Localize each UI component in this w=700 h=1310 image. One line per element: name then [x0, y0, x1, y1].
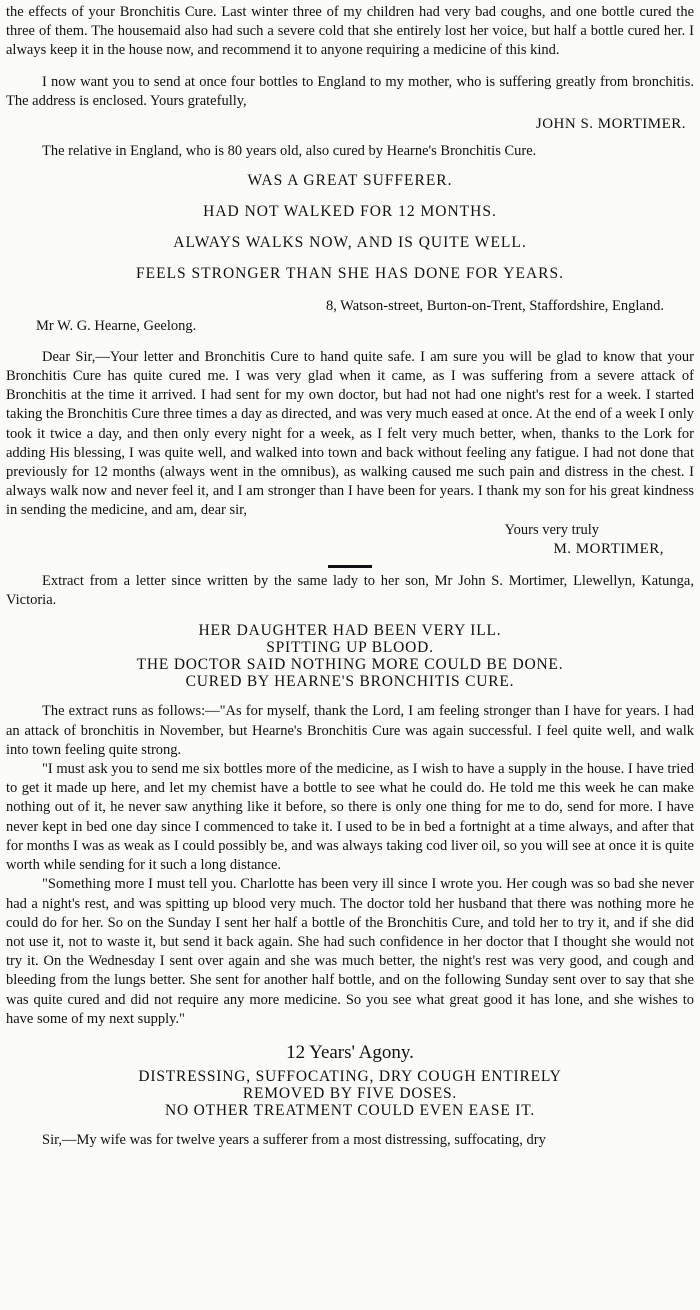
extract-runs-paragraph: The extract runs as follows:—"As for myself, thank the Lord, I am feeling stronger than I have for years. I had an attack of bronchitis in November, but Hearne's Bronchitis Cure was again successful. I feel quite well, and walk into town feeling quite strong.: [6, 703, 694, 758]
headline: DISTRESSING, SUFFOCATING, DRY COUGH ENTIRELY: [138, 1068, 562, 1086]
headline-group-3: [6, 1068, 694, 1119]
twelve-years-heading: 12 Years' Agony.: [286, 1041, 414, 1063]
sender-address: 8, Watson-street, Burton-on-Trent, Staffordshire, England.: [325, 298, 664, 315]
headline: NO OTHER TREATMENT COULD EVEN EASE IT.: [164, 1102, 536, 1120]
headline: WAS A GREAT SUFFERER.: [247, 172, 453, 190]
addressee: Mr W. G. Hearne, Geelong.: [36, 317, 197, 334]
closing-yours-truly: Yours very truly: [504, 521, 599, 538]
headline: THE DOCTOR SAID NOTHING MORE COULD BE DONE.: [136, 656, 564, 674]
dear-sir-letter: Dear Sir,—Your letter and Bronchitis Cure to hand quite safe. I am sure you will be glad to know that your Bronchitis Cure has quite cured me. I was very glad when it came, as I was suffering from a severe attack of Bronchitis at the time it arrived. I had sent for my own doctor, but had not had one night's rest for a week. I started taking the Bronchitis Cure three times a day as directed, and was very much eased at once. At the end of a week I only took it twice a day, and then only every night for a week, as I felt very much better, when, thanks to the Lork for adding His blessing, I was quite well, and walked into town and back without feeling any fatigue. I had not done that previously for 12 months (always went in the omnibus), as walking caused me such pain and distress in the chest. I always walk now and never feel it, and I am stronger than I have been for years. I thank my son for his great kindness in sending the medicine, and am, dear sir,: [6, 348, 694, 519]
send-bottles-paragraph: I now want you to send at once four bottles to England to my mother, who is suffering greatly from bronchitis. The address is enclosed. Yours gratefully,: [6, 73, 694, 109]
signature-m-mortimer: M. MORTIMER,: [553, 540, 664, 557]
signature-john-mortimer: JOHN S. MORTIMER.: [535, 116, 686, 133]
relative-paragraph: The relative in England, who is 80 years old, also cured by Hearne's Bronchitis Cure.: [42, 143, 537, 160]
headline: ALWAYS WALKS NOW, AND IS QUITE WELL.: [173, 234, 527, 252]
headline-group-1: [6, 165, 694, 289]
headline: SPITTING UP BLOOD.: [266, 639, 434, 657]
headline-group-2: [6, 622, 694, 690]
wife-paragraph: Sir,—My wife was for twelve years a sufferer from a most distressing, suffocating, dry: [42, 1132, 546, 1149]
charlotte-paragraph: "Something more I must tell you. Charlotte has been very ill since I wrote you. Her cough was so bad she never had a night's rest, and was spitting up blood very much. The doctor told her husband that there was nothing more he could do for her. So on the Sunday I sent her half a bottle of the Bronchitis Cure, and told her to try it, and if she did not use it, not to waste it, but send it back again. She had such confidence in her doctor that I thought she would not try it. On the Wednesday I sent over again and she was much better, the night's rest was very good, and cough and bleeding from the lungs better. She sent for another half bottle, and on the following Sunday sent over to say that she was quite cured and did not require any more medicine. So you see what great good it has lone, and she wishes to have some of my next supply.": [6, 876, 694, 1027]
extract-intro-paragraph: Extract from a letter since written by the same lady to her son, Mr John S. Mortimer, Llewellyn, Katunga, Victoria.: [6, 573, 694, 609]
newspaper-page: [0, 3, 700, 1310]
headline: CURED BY HEARNE'S BRONCHITIS CURE.: [185, 673, 515, 691]
six-bottles-paragraph: "I must ask you to send me six bottles more of the medicine, as I wish to have a supply in the house. I have tried to get it made up here, and let my chemist have a bottle to see what he could do. He told me this week he can make nothing out of it, he never saw anything like it before, so there is only one thing for me to do, send for more. I have never kept in bed one day since I commenced to take it. I used to be in bed a fortnight at a time always, and after that for months I was as weak as I could possibly be, and was always taking cod liver oil, so you will see at once it is quite worth while sending for it such a long distance.: [6, 761, 694, 874]
intro-continued-paragraph: the effects of your Bronchitis Cure. Last winter three of my children had very bad coughs, and one bottle cured the three of them. The housemaid also had such a severe cold that she entirely lost her voice, but half a bottle cured her. I always keep it in the house now, and recommend it to anyone requiring a medicine of this kind.: [6, 4, 694, 59]
section-divider: [328, 565, 372, 568]
headline: HAD NOT WALKED FOR 12 MONTHS.: [203, 203, 497, 221]
headline: FEELS STRONGER THAN SHE HAS DONE FOR YEARS.: [136, 265, 564, 283]
headline: HER DAUGHTER HAD BEEN VERY ILL.: [198, 622, 502, 640]
headline: REMOVED BY FIVE DOSES.: [242, 1085, 458, 1103]
